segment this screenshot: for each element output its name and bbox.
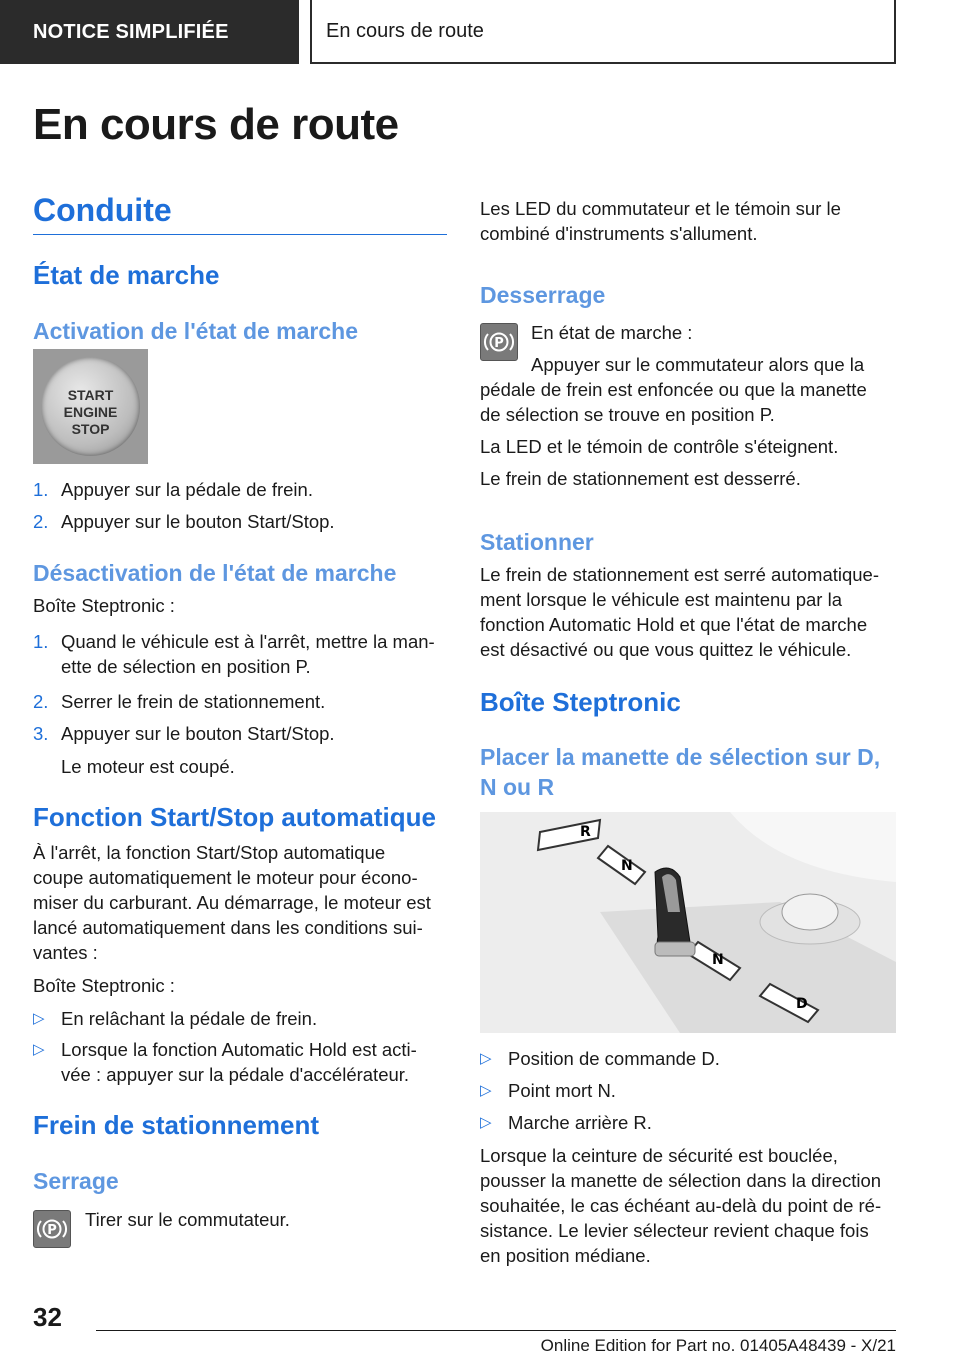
section-label: NOTICE SIMPLIFIÉE bbox=[33, 20, 229, 43]
gear-selector-illustration bbox=[480, 812, 896, 1033]
paragraph: Le moteur est coupé. bbox=[61, 756, 235, 777]
paragraph: Appuyer sur le commutateur alors que la bbox=[531, 354, 865, 375]
list-item bbox=[33, 1006, 447, 1031]
chapter-label: En cours de route bbox=[326, 19, 484, 42]
step-number: 2. bbox=[33, 691, 49, 712]
bullet-triangle-icon: ▷ bbox=[33, 1041, 45, 1058]
paragraph: La LED et le témoin de contrôle s'éteignent. bbox=[480, 436, 839, 457]
step-text: Appuyer sur le bouton Start/Stop. bbox=[61, 723, 335, 744]
list-item bbox=[480, 1110, 896, 1135]
step-text: Appuyer sur la pédale de frein. bbox=[61, 479, 313, 500]
start-engine-stop-image bbox=[33, 349, 148, 464]
bullet-text: Point mort N. bbox=[508, 1080, 616, 1101]
list-item bbox=[33, 477, 447, 502]
step-text: Serrer le frein de stationnement. bbox=[61, 691, 326, 712]
start-button-icon bbox=[41, 357, 140, 456]
heading-rule bbox=[33, 234, 447, 235]
gear-label-n: N bbox=[621, 858, 633, 874]
heading-frein: Frein de stationnement bbox=[33, 1110, 320, 1140]
paragraph: À l'arrêt, la fonction Start/Stop automatique coupe automatiquement le moteur pour écono- miser du carburant. Au démarrage, le moteur est lancé automatiquement dans les conditions sui- vantes : bbox=[33, 842, 431, 963]
bullet-triangle-icon: ▷ bbox=[480, 1050, 492, 1067]
gear-label-d: D bbox=[796, 996, 808, 1012]
footer-rule bbox=[96, 1330, 896, 1331]
list-item bbox=[480, 1046, 896, 1071]
bullet-text: Marche arrière R. bbox=[508, 1112, 652, 1133]
gear-selector-image bbox=[480, 812, 896, 1033]
svg-text:P: P bbox=[47, 1223, 57, 1238]
heading-desactivation: Désactivation de l'état de marche bbox=[33, 560, 397, 586]
list-item bbox=[33, 689, 447, 714]
paragraph: Boîte Steptronic : bbox=[33, 595, 175, 616]
svg-text:P: P bbox=[494, 336, 504, 351]
bullet-text: vée : appuyer sur la pédale d'accélérateur. bbox=[61, 1064, 410, 1085]
bullet-text: Lorsque la fonction Automatic Hold est acti- bbox=[61, 1039, 417, 1060]
step-number: 1. bbox=[33, 479, 49, 500]
heading-desserrage: Desserrage bbox=[480, 282, 606, 308]
paragraph: Lorsque la ceinture de sécurité est bouclée, pousser la manette de sélection dans la direction souhaitée, le cas échéant au-delà du point de ré- sistance. Le levier sélecteur revient chaque fois en position médiane. bbox=[480, 1145, 882, 1266]
step-number: 1. bbox=[33, 631, 49, 652]
heading-placer-manette: Placer la manette de sélection sur D, N ou R bbox=[480, 744, 881, 800]
paragraph: Le frein de stationnement est desserré. bbox=[480, 468, 801, 489]
bullet-triangle-icon: ▷ bbox=[33, 1010, 45, 1027]
page-number: 32 bbox=[33, 1302, 62, 1332]
heading-activation: Activation de l'état de marche bbox=[33, 318, 359, 344]
gear-label-n: N bbox=[712, 952, 724, 968]
gear-label-r: R bbox=[580, 824, 591, 840]
paragraph: Boîte Steptronic : bbox=[33, 975, 175, 996]
step-number: 3. bbox=[33, 723, 49, 744]
heading-etat-marche: État de marche bbox=[33, 260, 220, 290]
parking-brake-icon bbox=[33, 1210, 71, 1248]
step-text: Appuyer sur le bouton Start/Stop. bbox=[61, 511, 335, 532]
paragraph: Tirer sur le commutateur. bbox=[85, 1209, 290, 1230]
heading-stationner: Stationner bbox=[480, 529, 594, 555]
heading-steptronic: Boîte Steptronic bbox=[480, 687, 681, 717]
paragraph: pédale de frein est enfoncée ou que la manette de sélection se trouve en position P. bbox=[480, 379, 867, 425]
step-number: 2. bbox=[33, 511, 49, 532]
step-text: Quand le véhicule est à l'arrêt, mettre la man- bbox=[61, 631, 435, 652]
engine-word: ENGINE bbox=[63, 404, 118, 420]
heading-start-stop: Fonction Start/Stop automatique bbox=[33, 802, 436, 832]
list-item bbox=[33, 721, 447, 746]
paragraph: Le frein de stationnement est serré automatique- ment lorsque le véhicule est maintenu par la fonction Automatic Hold et que l'état de marche est désactivé ou que vous quittez le véhicule. bbox=[480, 564, 880, 660]
parking-brake-icon bbox=[480, 323, 518, 361]
footer-edition: Online Edition for Part no. 01405A48439 - X/21 bbox=[540, 1336, 896, 1355]
bullet-text: Position de commande D. bbox=[508, 1048, 720, 1069]
step-text: ette de sélection en position P. bbox=[61, 656, 311, 677]
paragraph: En état de marche : bbox=[531, 322, 693, 343]
list-item bbox=[33, 629, 447, 679]
bullet-triangle-icon: ▷ bbox=[480, 1114, 492, 1131]
start-word: START bbox=[67, 387, 114, 403]
bullet-text: En relâchant la pédale de frein. bbox=[61, 1008, 318, 1029]
chapter-tab bbox=[310, 0, 896, 64]
list-item bbox=[33, 509, 447, 534]
heading-conduite: Conduite bbox=[33, 192, 172, 228]
list-item bbox=[33, 1037, 447, 1087]
section-tab bbox=[0, 0, 299, 64]
bullet-triangle-icon: ▷ bbox=[480, 1082, 492, 1099]
list-item bbox=[480, 1078, 896, 1103]
page-title: En cours de route bbox=[33, 100, 399, 149]
heading-serrage: Serrage bbox=[33, 1168, 119, 1194]
paragraph: Les LED du commutateur et le témoin sur le combiné d'instruments s'allument. bbox=[480, 198, 841, 244]
stop-word: STOP bbox=[71, 421, 110, 437]
